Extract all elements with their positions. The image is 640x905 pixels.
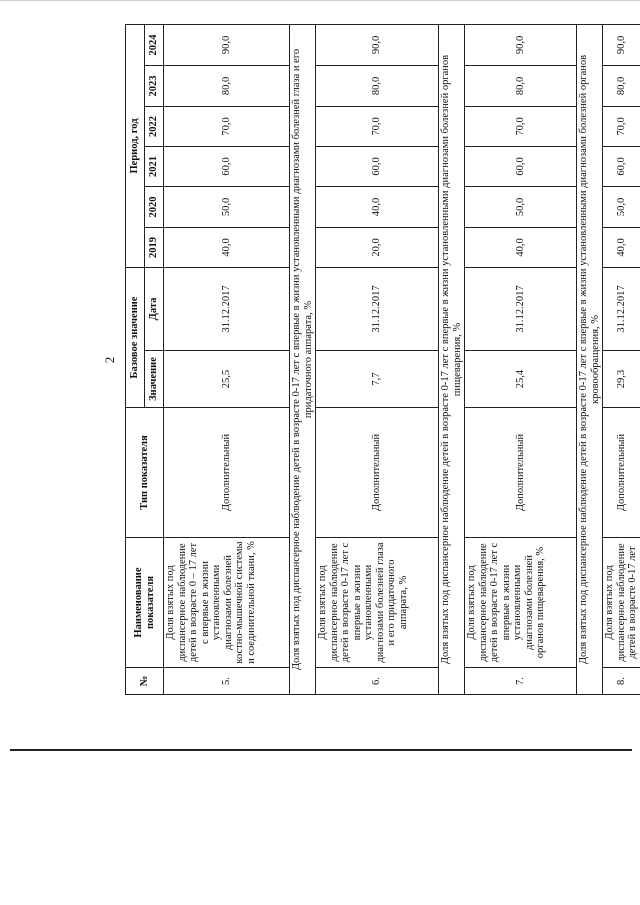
row-value: 50,0 [164, 186, 290, 227]
indicator-table [125, 24, 640, 695]
row-num: 8. [603, 668, 640, 695]
row-value: 40,0 [465, 227, 577, 267]
header-year: 2019 [145, 227, 164, 267]
table-row [465, 24, 577, 694]
row-value: 50,0 [465, 186, 577, 227]
row-base-value: 7,7 [316, 351, 439, 408]
header-year: 2020 [145, 186, 164, 227]
table-row [316, 24, 439, 694]
header-type: Тип показателя [126, 408, 164, 538]
section-header-row [577, 24, 603, 694]
row-value: 40,0 [316, 186, 439, 227]
section-header-row [439, 24, 465, 694]
header-base: Базовое значение [126, 267, 145, 407]
row-value: 80,0 [164, 65, 290, 106]
row-base-value: 29,3 [603, 351, 640, 408]
row-name: Доля взятых под диспансерное наблюдение детей в возрасте 0 – 17 лет с впервые в жизни установленными диагнозами болезней костно-мышечной системы и соединительной ткани, % [164, 538, 290, 668]
row-base-value: 25,4 [465, 351, 577, 408]
row-value: 90,0 [316, 24, 439, 65]
section-title: Доля взятых под диспансерное наблюдение детей в возрасте 0-17 лет с впервые в жизни установленными диагнозами болезней органов пищеварения, % [439, 24, 465, 694]
row-type: Дополнительный [316, 408, 439, 538]
row-num: 6. [316, 668, 439, 695]
scan-border [0, 0, 640, 1]
row-type: Дополнительный [465, 408, 577, 538]
header-base-date: Дата [145, 267, 164, 350]
page-fold-rule [10, 749, 632, 751]
rotated-page [95, 25, 639, 695]
row-value: 20,0 [316, 227, 439, 267]
section-header-row [290, 24, 316, 694]
page-number: 2 [102, 356, 117, 364]
row-name: Доля взятых под диспансерное наблюдение детей в возрасте 0-17 лет с впервые в жизни установленными диагнозами болезней органов пищеварения, % [465, 538, 577, 668]
header-year: 2023 [145, 65, 164, 106]
row-value: 70,0 [465, 106, 577, 146]
header-year: 2024 [145, 24, 164, 65]
row-type: Дополнительный [603, 408, 640, 538]
row-base-date: 31.12.2017 [316, 267, 439, 350]
row-base-date: 31.12.2017 [465, 267, 577, 350]
row-name: Доля взятых под диспансерное наблюдение детей в возрасте 0-17 лет [603, 538, 640, 668]
header-num: № [126, 668, 164, 695]
row-value: 70,0 [316, 106, 439, 146]
row-base-date: 31.12.2017 [164, 267, 290, 350]
row-value: 90,0 [603, 24, 640, 65]
row-value: 70,0 [603, 106, 640, 146]
row-num: 7. [465, 668, 577, 695]
row-value: 60,0 [603, 146, 640, 186]
section-title: Доля взятых под диспансерное наблюдение детей в возрасте 0-17 лет с впервые в жизни установленными диагнозами болезней органов кровообращения, % [577, 24, 603, 694]
row-value: 40,0 [603, 227, 640, 267]
row-base-value: 25,5 [164, 351, 290, 408]
row-value: 90,0 [465, 24, 577, 65]
table-row [603, 24, 640, 694]
row-base-date: 31.12.2017 [603, 267, 640, 350]
row-value: 80,0 [465, 65, 577, 106]
header-year: 2021 [145, 146, 164, 186]
row-value: 70,0 [164, 106, 290, 146]
header-year: 2022 [145, 106, 164, 146]
row-value: 60,0 [316, 146, 439, 186]
section-title: Доля взятых под диспансерное наблюдение детей в возрасте 0-17 лет с впервые в жизни установленными диагнозами болезней глаза и его придаточного аппарата, % [290, 24, 316, 694]
row-name: Доля взятых под диспансерное наблюдение детей в возрасте 0-17 лет с впервые в жизни установленными диагнозами болезней глаза и его придаточного аппарата, % [316, 538, 439, 668]
row-value: 80,0 [316, 65, 439, 106]
row-value: 40,0 [164, 227, 290, 267]
row-value: 90,0 [164, 24, 290, 65]
row-value: 50,0 [603, 186, 640, 227]
row-value: 60,0 [164, 146, 290, 186]
header-name: Наименование показателя [126, 538, 164, 668]
row-type: Дополнительный [164, 408, 290, 538]
table-row [164, 24, 290, 694]
row-num: 5. [164, 668, 290, 695]
header-base-value: Значение [145, 351, 164, 408]
row-value: 80,0 [603, 65, 640, 106]
row-value: 60,0 [465, 146, 577, 186]
header-period: Период, год [126, 24, 145, 267]
